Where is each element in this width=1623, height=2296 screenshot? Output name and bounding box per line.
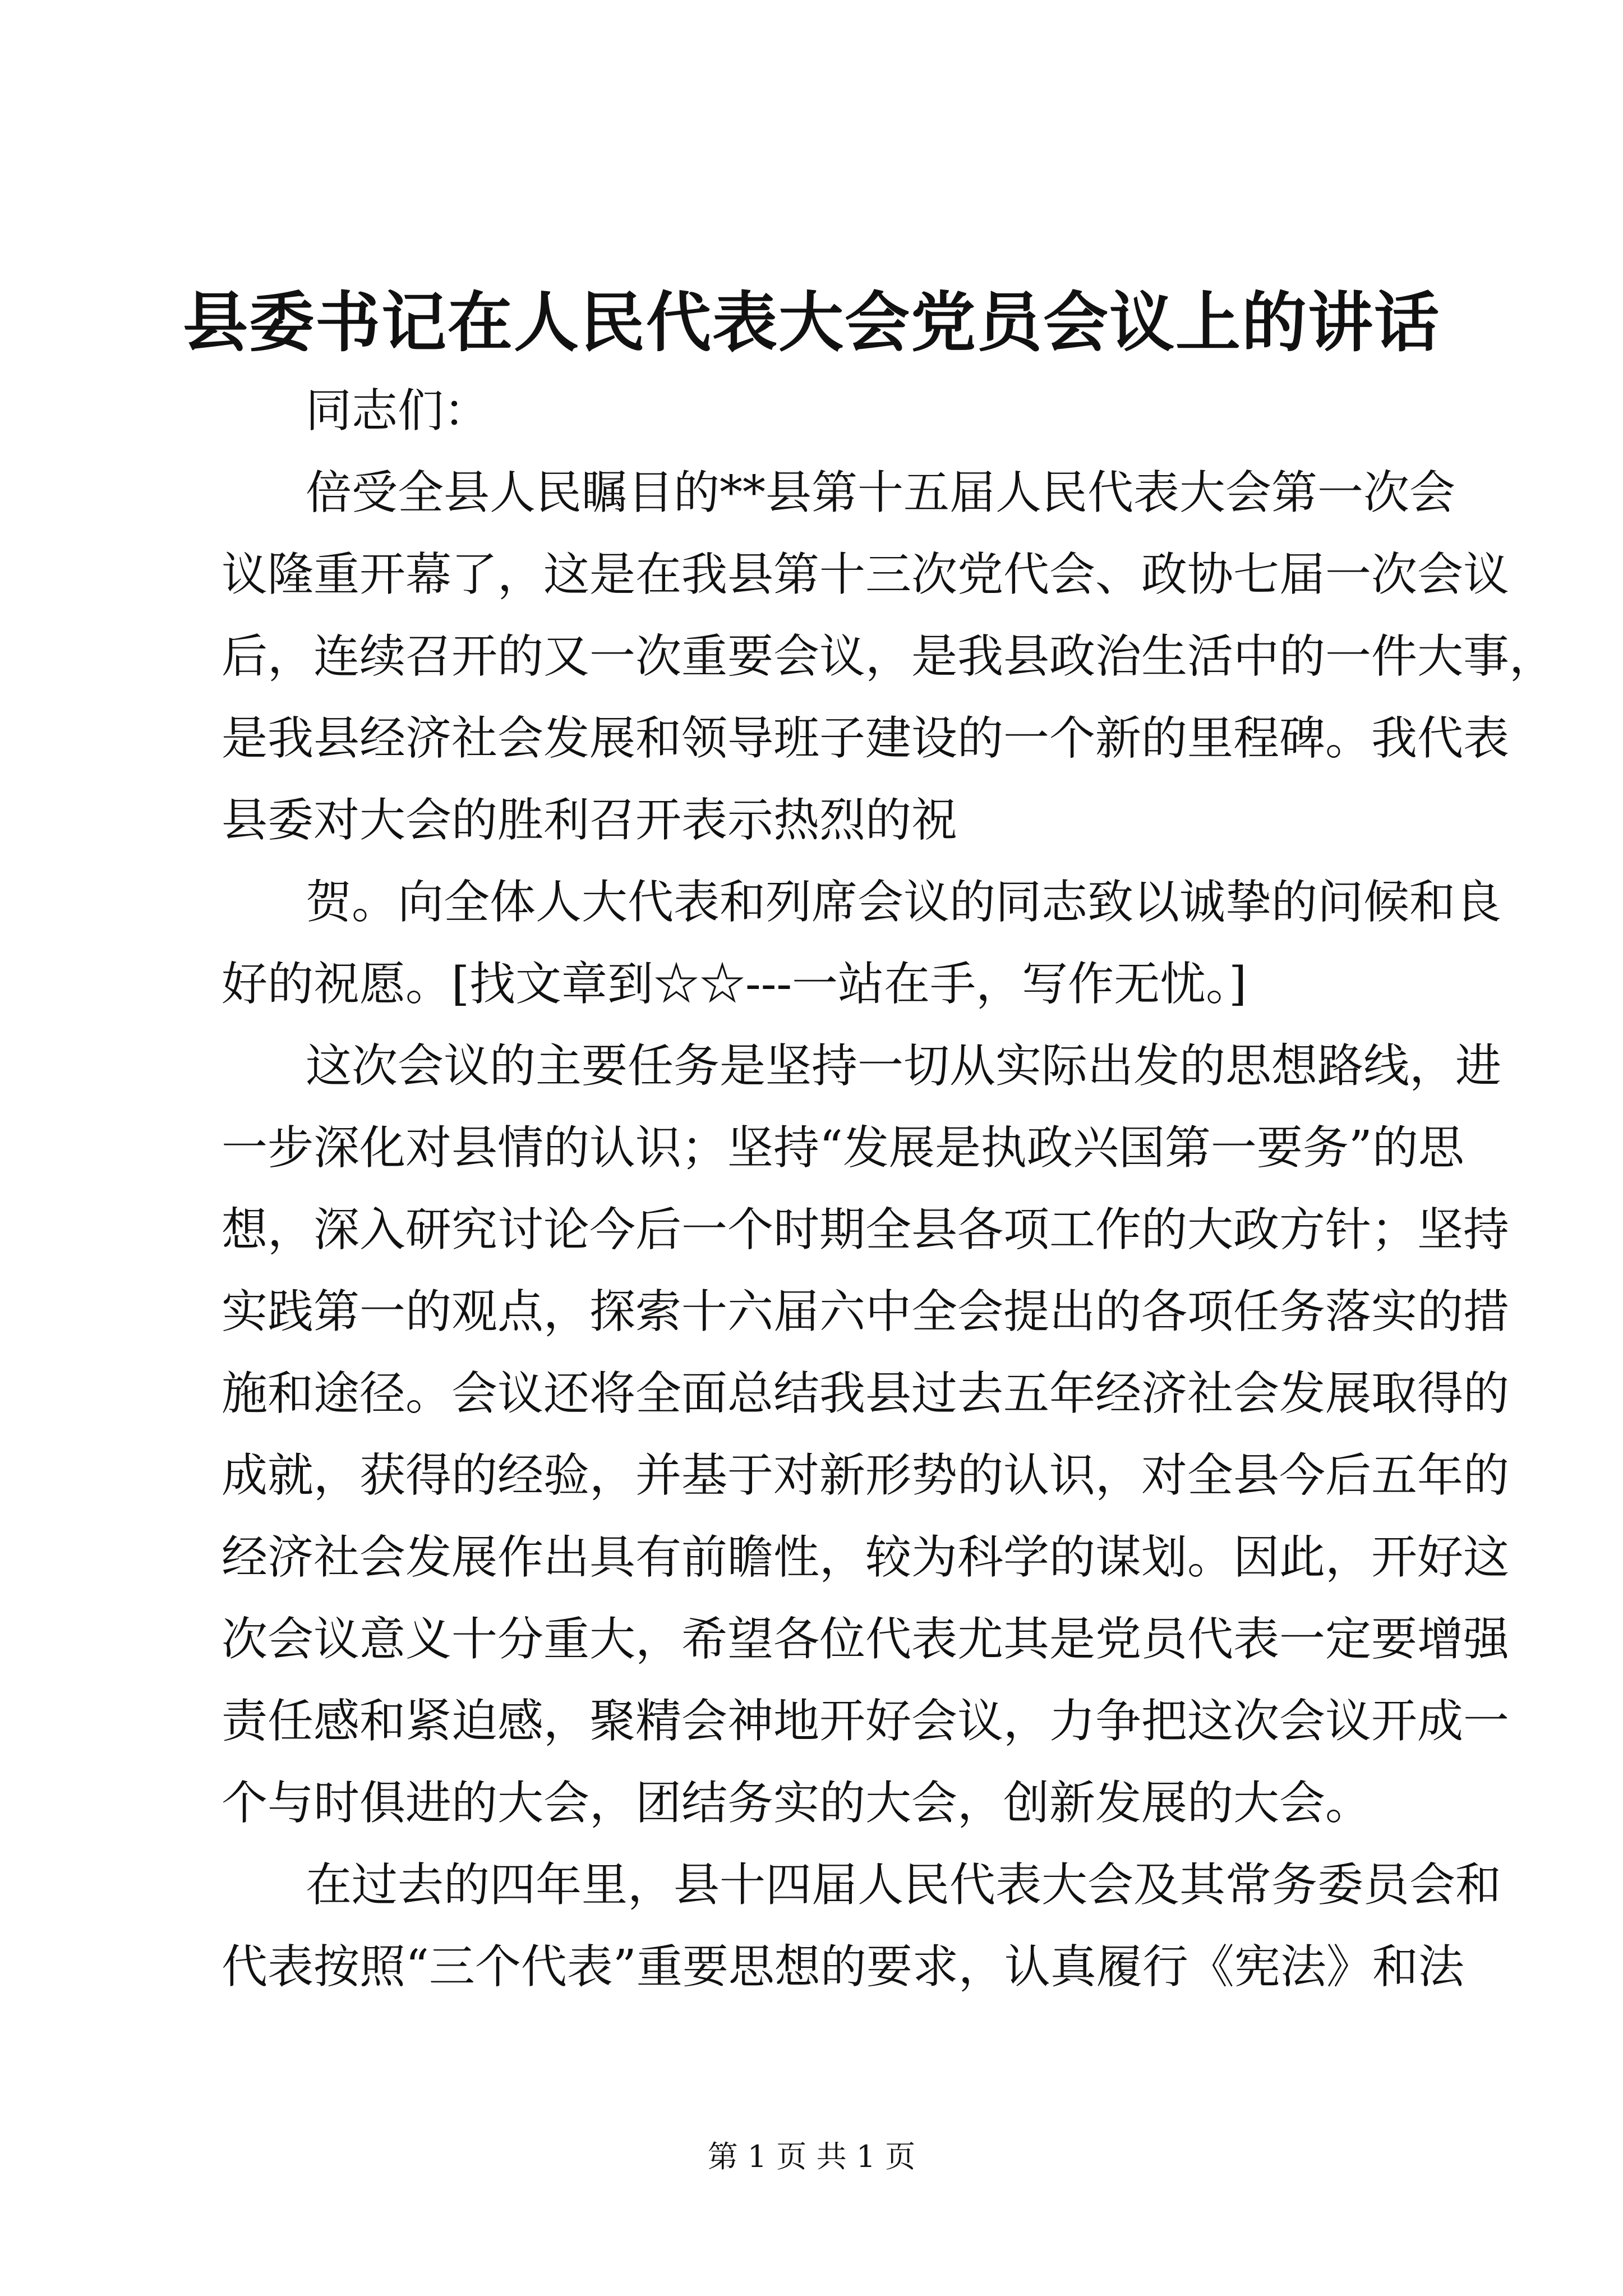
paragraph-line: 贺。向全体人大代表和列席会议的同志致以诚挚的问候和良 xyxy=(306,876,1502,929)
paragraph-line: 成就，获得的经验，并基于对新形势的认识，对全县今后五年的 xyxy=(222,1449,1510,1502)
paragraph-line: 实践第一的观点，探索十六届六中全会提出的各项任务落实的措 xyxy=(222,1285,1510,1338)
document-body xyxy=(222,370,1556,2008)
paragraph-line: 想，深入研究讨论今后一个时期全县各项工作的大政方针；坚持 xyxy=(222,1203,1510,1257)
paragraph-line: 责任感和紧迫感，聚精会神地开好会议，力争把这次会议开成一 xyxy=(222,1695,1510,1748)
paragraph-line: 后，连续召开的又一次重要会议，是我县政治生活中的一件大事， xyxy=(222,630,1556,683)
paragraph-line: 个与时俱进的大会，团结务实的大会，创新发展的大会。 xyxy=(222,1777,1372,1830)
paragraph-line: 施和途径。会议还将全面总结我县过去五年经济社会发展取得的 xyxy=(222,1367,1510,1420)
paragraph-line: 这次会议的主要任务是坚持一切从实际出发的思想路线，进 xyxy=(306,1039,1502,1093)
paragraph-line: 次会议意义十分重大，希望各位代表尤其是党员代表一定要增强 xyxy=(222,1613,1510,1666)
paragraph-line: 倍受全县人民瞩目的**县第十五届人民代表大会第一次会 xyxy=(306,466,1456,519)
paragraph-line: 经济社会发展作出具有前瞻性，较为科学的谋划。因此，开好这 xyxy=(222,1531,1510,1584)
paragraph-line: 议隆重开幕了，这是在我县第十三次党代会、政协七届一次会议 xyxy=(222,548,1510,601)
paragraph-line: 县委对大会的胜利召开表示热烈的祝 xyxy=(222,794,958,847)
paragraph-line: 好的祝愿。[找文章到☆☆---一站在手，写作无忧。] xyxy=(222,958,1247,1011)
paragraph-line: 一步深化对县情的认识；坚持“发展是执政兴国第一要务”的思 xyxy=(222,1121,1464,1175)
paragraph-line: 在过去的四年里，县十四届人民代表大会及其常务委员会和 xyxy=(306,1858,1502,1912)
page-number-footer: 第 1 页 共 1 页 xyxy=(707,2139,916,2174)
paragraph-line: 是我县经济社会发展和领导班子建设的一个新的里程碑。我代表 xyxy=(222,712,1510,765)
document-title: 县委书记在人民代表大会党员会议上的讲话 xyxy=(183,284,1440,361)
paragraph-line: 代表按照“三个代表”重要思想的要求，认真履行《宪法》和法 xyxy=(222,1940,1464,1994)
salutation-line: 同志们： xyxy=(306,384,490,438)
